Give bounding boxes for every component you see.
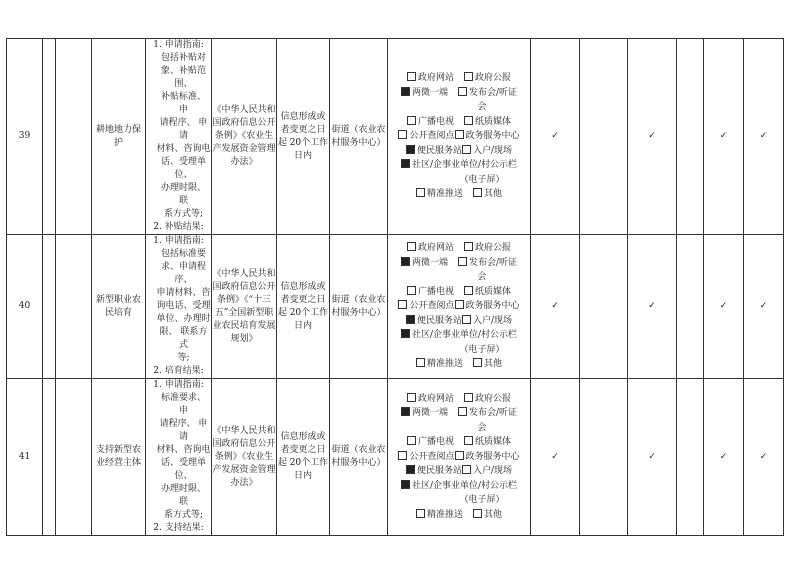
channel-label: 政府网站 — [417, 73, 454, 84]
row-number: 41 — [7, 379, 43, 536]
channel-line — [388, 493, 530, 508]
content-line: 话、受理单位、 — [160, 458, 206, 481]
channel-label: 便民服务站 — [416, 466, 462, 477]
content-line: 2. 补贴结果: — [153, 222, 204, 232]
disclosure-channels — [388, 379, 531, 536]
checkbox-icon — [401, 407, 410, 416]
channel-label: 会 — [477, 272, 487, 283]
check-mark: ✓ — [744, 379, 784, 536]
check-mark: ✓ — [704, 379, 744, 536]
checkbox-icon — [407, 436, 416, 445]
item-name: 耕地地力保护 — [92, 39, 146, 235]
item-name: 新型职业农民培育 — [92, 235, 146, 379]
channel-line — [388, 71, 530, 86]
channel-line — [388, 357, 530, 372]
checkbox-icon — [455, 130, 464, 139]
channel-line — [388, 285, 530, 300]
content-line: 申请材料、咨 — [156, 288, 211, 298]
checkbox-icon — [407, 286, 416, 295]
content-line: 标准要求、 申 — [160, 393, 206, 416]
disclosure-time-limit: 信息形成或者变更之日起 20个工作日内 — [277, 39, 330, 235]
checkbox-icon — [416, 188, 425, 197]
channel-label: 广播电视 — [417, 437, 454, 448]
channel-line — [388, 86, 530, 101]
category-cell — [43, 379, 56, 536]
checkbox-icon — [473, 509, 482, 518]
empty-cell — [677, 235, 704, 379]
channel-label: 两微一端 — [411, 408, 448, 419]
channel-label: 便民服务站 — [416, 145, 462, 156]
disclosure-subject: 街道（农业农村服务中心） — [330, 235, 388, 379]
channel-line — [388, 187, 530, 202]
channel-label: 发布会/听证 — [468, 87, 518, 98]
disclosure-basis: 《中华人民共和国政府信息公开条例》《“十三五”全国新型职业农民培育发展规划》 — [212, 235, 277, 379]
channel-label: 纸质媒体 — [475, 437, 512, 448]
empty-cell — [677, 39, 704, 235]
channel-line — [388, 392, 530, 407]
check-mark: ✓ — [531, 379, 580, 536]
disclosure-content — [146, 39, 212, 235]
channel-line — [388, 343, 530, 358]
checkbox-icon — [401, 159, 410, 168]
channel-label: 政府网站 — [417, 243, 454, 254]
disclosure-subject: 街道（农业农村服务中心） — [330, 39, 388, 235]
channel-label: （电子屏） — [459, 344, 505, 355]
empty-cell — [580, 235, 628, 379]
channel-label: 公开查阅点 — [409, 451, 455, 462]
channel-label: 广播电视 — [417, 286, 454, 297]
checkbox-icon — [407, 72, 416, 81]
channel-line — [388, 241, 530, 256]
checkbox-icon — [464, 393, 473, 402]
channel-label: 其他 — [484, 189, 503, 200]
channel-label: 政府网站 — [417, 393, 454, 404]
channel-label: 社区/企事业单位/村公示栏 — [411, 160, 518, 171]
checkbox-icon — [462, 315, 471, 324]
checkbox-icon — [458, 257, 467, 266]
check-mark: ✓ — [744, 39, 784, 235]
disclosure-time-limit: 信息形成或者变更之日起 20个工作日内 — [277, 235, 330, 379]
channel-line — [388, 450, 530, 465]
disclosure-basis: 《中华人民共和国政府信息公开条例》《农业生产发展资金管理办法》 — [212, 39, 277, 235]
channel-label: 政府公报 — [475, 393, 512, 404]
channel-label: 其他 — [484, 359, 503, 370]
disclosure-table — [6, 38, 784, 536]
channel-label: 入户/现场 — [472, 315, 513, 326]
row-number: 39 — [7, 39, 43, 235]
checkbox-icon — [462, 145, 471, 154]
content-line: 补贴标准、 申 — [160, 92, 206, 115]
category-cell — [43, 235, 56, 379]
checkbox-icon — [398, 130, 407, 139]
channel-label: 社区/企事业单位/村公示栏 — [411, 480, 518, 491]
channel-label: 入户/现场 — [472, 145, 513, 156]
channel-label: 政府公报 — [475, 73, 512, 84]
channel-label: 会 — [477, 422, 487, 433]
channel-line — [388, 100, 530, 115]
row-number: 40 — [7, 235, 43, 379]
channel-line — [388, 508, 530, 523]
channel-label: 纸质媒体 — [475, 116, 512, 127]
check-mark: ✓ — [628, 235, 677, 379]
channel-label: 其他 — [484, 509, 503, 520]
check-mark: ✓ — [744, 235, 784, 379]
channel-line — [388, 115, 530, 130]
checkbox-icon — [407, 393, 416, 402]
content-line: 询电话、受理 — [156, 301, 211, 311]
content-line: 象、补贴范围、 — [160, 66, 206, 89]
table-row — [7, 39, 784, 235]
disclosure-basis: 《中华人民共和国政府信息公开条例》《农业生产发展资金管理办法》 — [212, 379, 277, 536]
content-line: 等; — [177, 353, 190, 363]
checkbox-icon — [398, 300, 407, 309]
content-line: 限、 联系方式 — [159, 327, 208, 350]
checkbox-icon — [464, 72, 473, 81]
checkbox-icon — [416, 358, 425, 367]
content-line: 单位、办理时 — [156, 314, 211, 324]
checkbox-icon — [401, 329, 410, 338]
channel-line — [388, 421, 530, 436]
table-row — [7, 379, 784, 536]
check-mark: ✓ — [628, 39, 677, 235]
checkbox-icon — [462, 465, 471, 474]
channel-label: 广播电视 — [417, 116, 454, 127]
empty-cell — [580, 39, 628, 235]
check-mark: ✓ — [704, 39, 744, 235]
empty-cell — [580, 379, 628, 536]
item-name: 支持新型农业经营主体 — [92, 379, 146, 536]
disclosure-content — [146, 235, 212, 379]
checkbox-icon — [458, 407, 467, 416]
checkbox-icon — [401, 480, 410, 489]
content-line: 系方式等; — [163, 209, 204, 219]
empty-cell — [56, 39, 92, 235]
channel-line — [388, 479, 530, 494]
channel-line — [388, 144, 530, 159]
content-line: 2. 培育结果: — [153, 366, 204, 376]
content-line: 材料、咨询电 — [156, 445, 211, 455]
content-line: 包括补贴对 — [160, 53, 206, 63]
checkbox-icon — [416, 509, 425, 518]
checkbox-icon — [464, 286, 473, 295]
empty-cell — [677, 379, 704, 536]
channel-label: 发布会/听证 — [468, 257, 518, 268]
channel-label: 公开查阅点 — [409, 131, 455, 142]
channel-label: 发布会/听证 — [468, 408, 518, 419]
content-line: 系方式等; — [163, 510, 204, 520]
content-line: 请程序、 申请 — [159, 118, 208, 141]
channel-line — [388, 173, 530, 188]
channel-label: 纸质媒体 — [475, 286, 512, 297]
channel-label: 精准推送 — [426, 359, 463, 370]
table-row — [7, 235, 784, 379]
content-line: 1. 申请指南: — [153, 236, 204, 246]
channel-line — [388, 435, 530, 450]
checkbox-icon — [407, 242, 416, 251]
disclosure-subject: 街道（农业农村服务中心） — [330, 379, 388, 536]
disclosure-content — [146, 379, 212, 536]
channel-label: 便民服务站 — [416, 315, 462, 326]
channel-label: 政府公报 — [475, 243, 512, 254]
content-line: 请程序、 申请 — [159, 419, 208, 442]
channel-label: 两微一端 — [411, 257, 448, 268]
channel-line — [388, 270, 530, 285]
content-line: 话、受理单位、 — [160, 157, 206, 180]
channel-label: 社区/企事业单位/村公示栏 — [411, 330, 518, 341]
checkbox-icon — [401, 257, 410, 266]
channel-line — [388, 299, 530, 314]
channel-label: （电子屏） — [459, 174, 505, 185]
checkbox-icon — [406, 145, 415, 154]
content-line: 1. 申请指南: — [153, 40, 204, 50]
check-mark: ✓ — [628, 379, 677, 536]
checkbox-icon — [473, 358, 482, 367]
checkbox-icon — [464, 436, 473, 445]
checkbox-icon — [473, 188, 482, 197]
content-line: 办理时限、 联 — [160, 183, 206, 206]
channel-line — [388, 328, 530, 343]
content-line: 包括标准要 — [160, 249, 206, 259]
channel-line — [388, 406, 530, 421]
checkbox-icon — [464, 242, 473, 251]
checkbox-icon — [406, 465, 415, 474]
channel-label: 政务服务中心 — [465, 131, 520, 142]
content-line: 求、申请程序、 — [160, 262, 206, 285]
checkbox-icon — [458, 87, 467, 96]
channel-label: 两微一端 — [411, 87, 448, 98]
channel-label: 政务服务中心 — [465, 301, 520, 312]
checkbox-icon — [401, 87, 410, 96]
content-line: 材料、咨询电 — [156, 144, 211, 154]
empty-cell — [56, 379, 92, 536]
channel-line — [388, 464, 530, 479]
channel-label: 入户/现场 — [472, 466, 513, 477]
channel-label: 会 — [477, 102, 487, 113]
channel-line — [388, 256, 530, 271]
channel-label: 精准推送 — [426, 189, 463, 200]
channel-label: 政务服务中心 — [465, 451, 520, 462]
checkbox-icon — [407, 116, 416, 125]
disclosure-channels — [388, 39, 531, 235]
channel-label: 精准推送 — [426, 509, 463, 520]
empty-cell — [56, 235, 92, 379]
disclosure-channels — [388, 235, 531, 379]
content-line: 办理时限、 联 — [160, 484, 206, 507]
check-mark: ✓ — [704, 235, 744, 379]
checkbox-icon — [398, 451, 407, 460]
channel-label: 公开查阅点 — [409, 301, 455, 312]
checkbox-icon — [455, 300, 464, 309]
content-line: 2. 支持结果: — [153, 523, 204, 533]
channel-label: （电子屏） — [459, 495, 505, 506]
check-mark: ✓ — [531, 39, 580, 235]
checkbox-icon — [406, 315, 415, 324]
content-line: 1. 申请指南: — [153, 380, 204, 390]
channel-line — [388, 314, 530, 329]
channel-line — [388, 129, 530, 144]
check-mark: ✓ — [531, 235, 580, 379]
disclosure-time-limit: 信息形成或者变更之日起 20个工作日内 — [277, 379, 330, 536]
category-cell — [43, 39, 56, 235]
channel-line — [388, 158, 530, 173]
checkbox-icon — [464, 116, 473, 125]
checkbox-icon — [455, 451, 464, 460]
